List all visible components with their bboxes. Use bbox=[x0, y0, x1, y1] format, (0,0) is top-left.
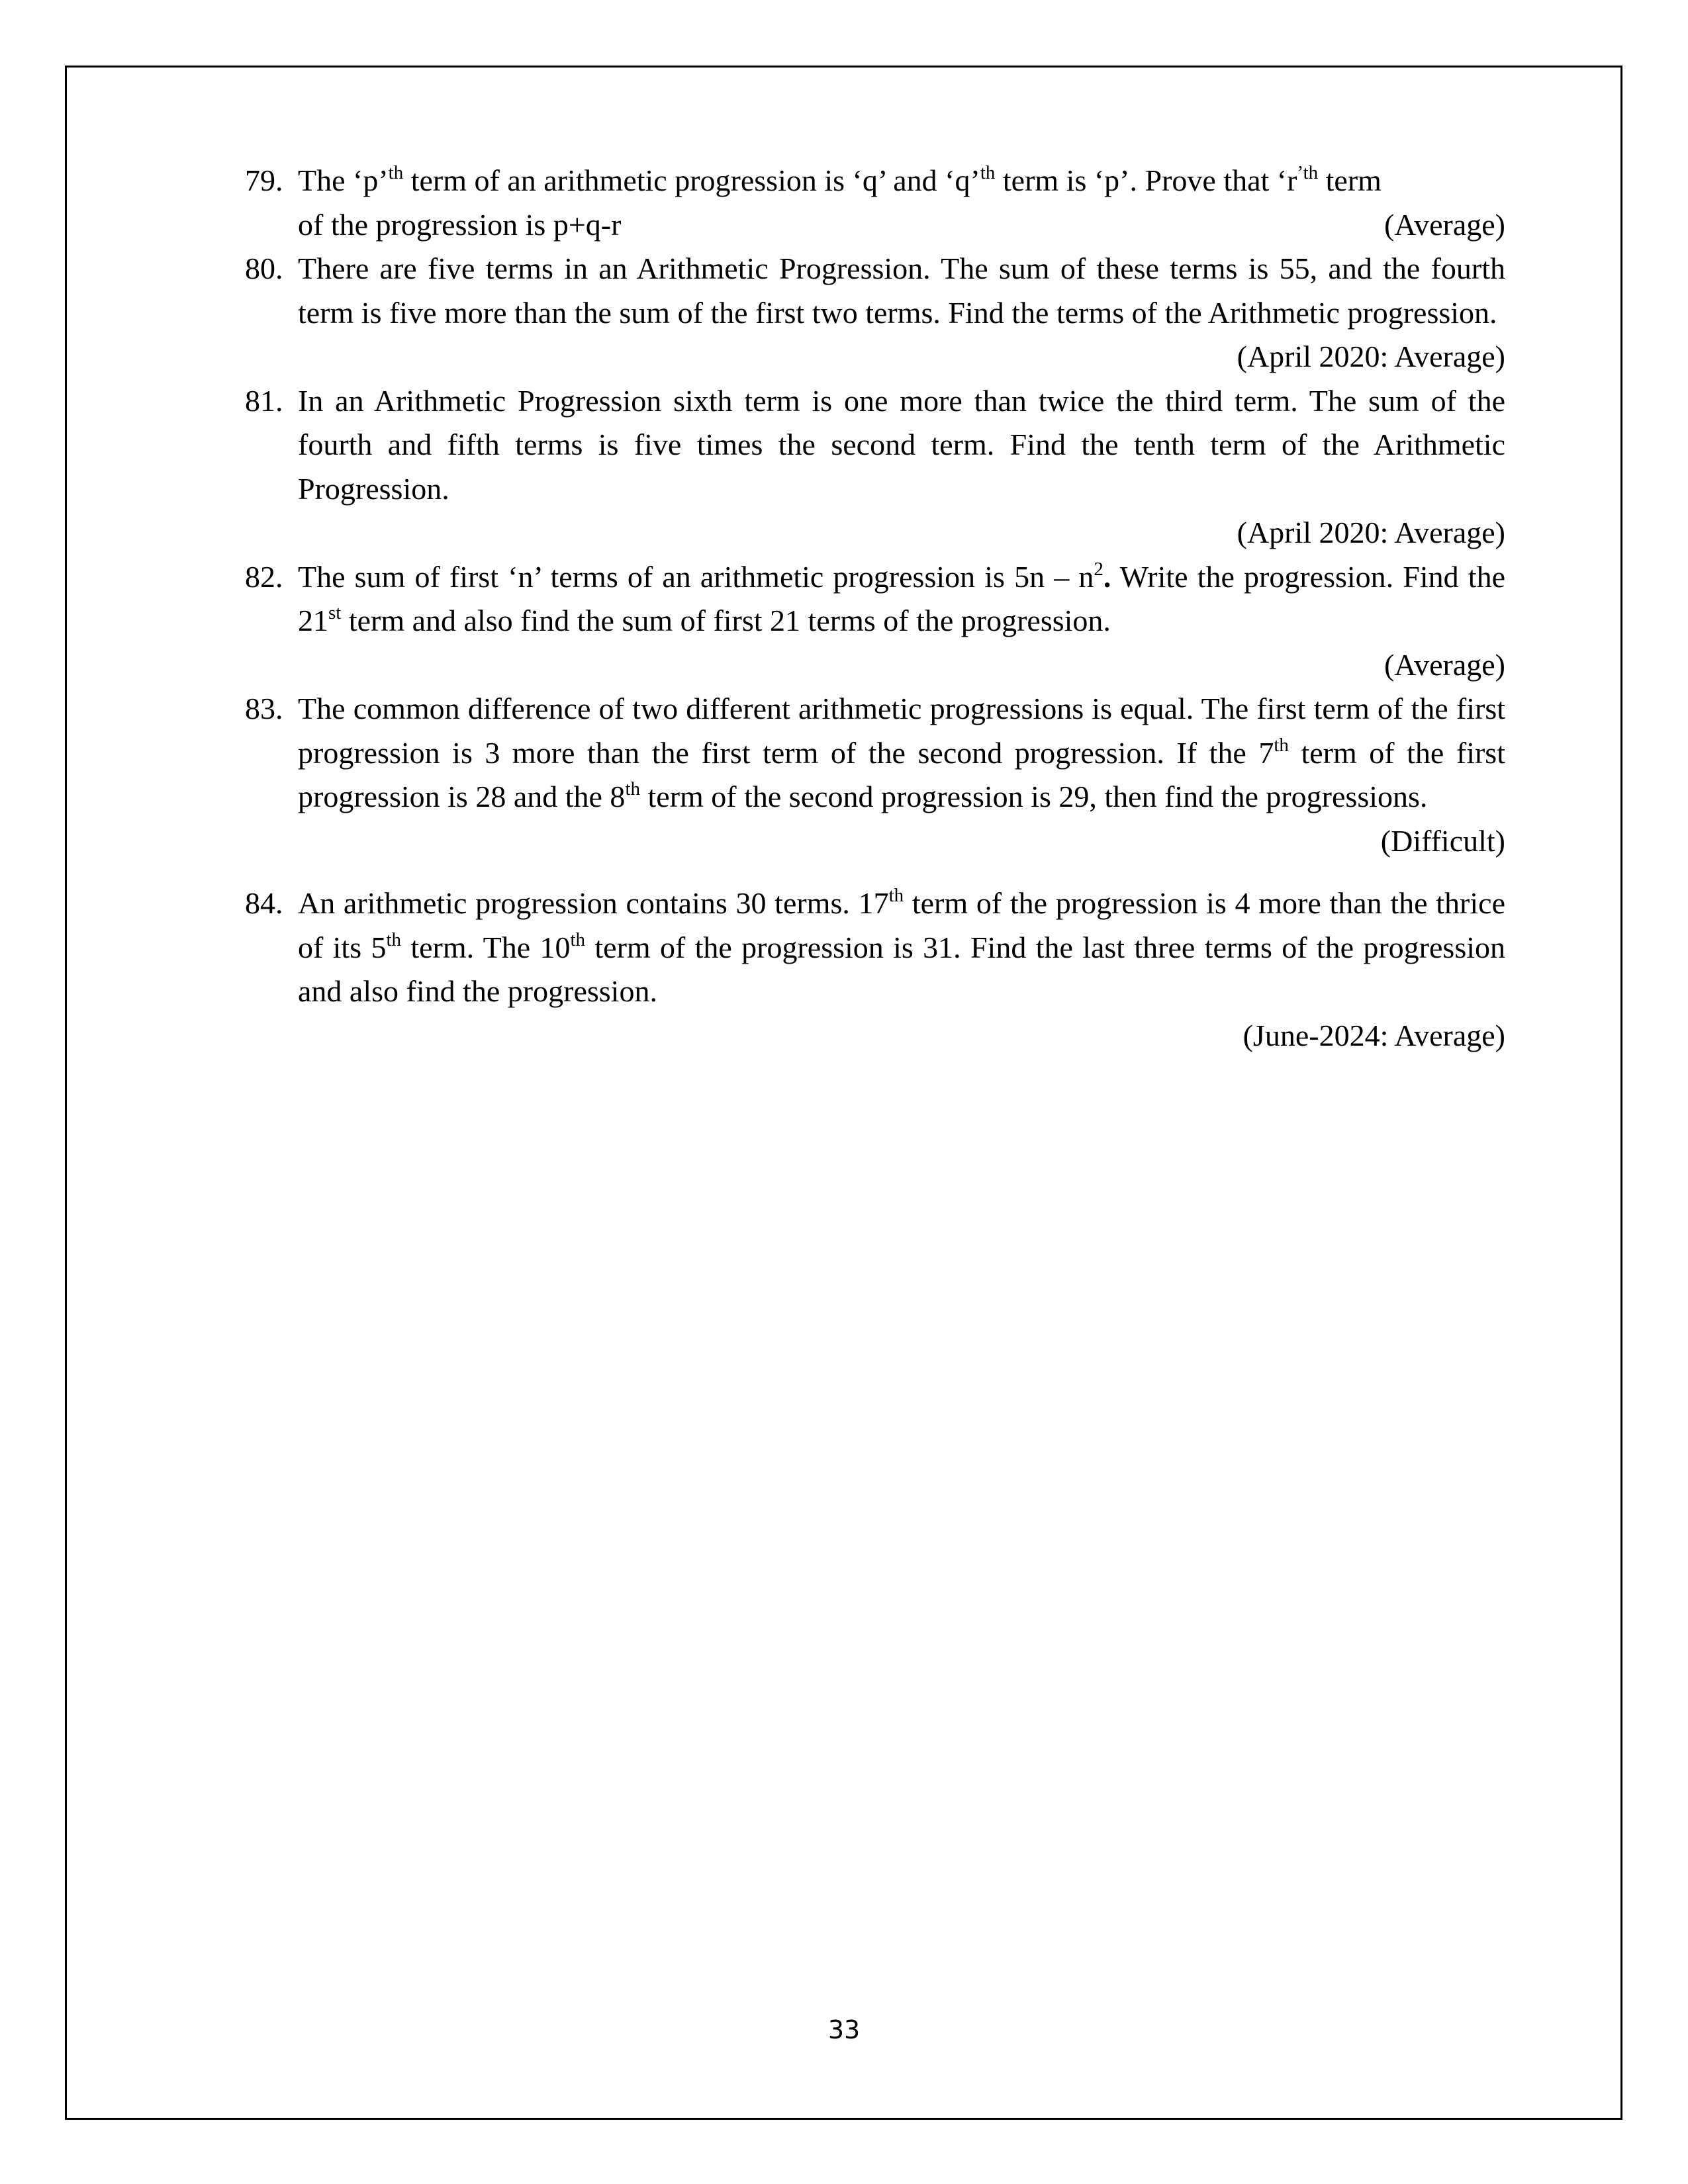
difficulty-tag: (Average) bbox=[1383, 647, 1505, 682]
question-text: There are five terms in an Arithmetic Progression. The sum of these terms is 55, and the fourth term is five more than the sum of the first two terms. Find the terms of the Arithmetic progression. (April 2020: Average) bbox=[298, 247, 1505, 335]
question-number: 83. bbox=[245, 692, 283, 725]
page-number: 33 bbox=[827, 2015, 861, 2044]
question-83 bbox=[245, 687, 1505, 863]
question-79 bbox=[245, 159, 1505, 247]
difficulty-tag: (Difficult) bbox=[1380, 823, 1505, 858]
question-number: 84. bbox=[245, 886, 283, 920]
question-81 bbox=[245, 379, 1505, 555]
question-number: 82. bbox=[245, 559, 283, 594]
question-text: The sum of first ‘n’ terms of an arithmetic progression is $5n - n^2$. Write the progression. Find the 21st term and also find the sum of first 21 terms of the progression. bbox=[298, 558, 1506, 637]
question-text: In an Arithmetic Progression sixth term is one more than twice the third term. The sum of the fourth and fifth terms is five times the second term. Find the tenth term of the Arithmetic Progression. bbox=[298, 383, 1505, 506]
question-80 bbox=[245, 247, 1505, 379]
difficulty-tag: (April 2020: Average) bbox=[1237, 340, 1505, 373]
difficulty-tag: (June-2024: Average) bbox=[1243, 1018, 1505, 1052]
spacer bbox=[245, 863, 1505, 882]
difficulty-tag: (April 2020: Average) bbox=[1237, 516, 1505, 549]
question-text: The common difference of two different arithmetic progressions is equal. The first term of the first progression is 3 more than the first term of the second progression. If the 7th term of the first progression is 28 and the 8th term of the second progression is 29, then find the progressions. bbox=[298, 692, 1505, 813]
question-82 bbox=[245, 555, 1505, 688]
question-text: The ‘p’$^{th}$ term of an arithmetic progression is ‘q’ and ‘q’$^{th}$ term is ‘p’. Prove that ‘$r^{’th}$ term bbox=[298, 162, 1382, 197]
question-number: 79. bbox=[245, 163, 283, 197]
question-84 bbox=[245, 882, 1505, 1058]
question-text-line2: of the progression is p+q-r bbox=[298, 207, 622, 242]
question-text: An arithmetic progression contains 30 terms. 17th term of the progression is 4 more than the thrice of its 5th term. The 10th term of the progression is 31. Find the last three terms of the progression and also find the progression. bbox=[298, 885, 1506, 1008]
question-number: 81. bbox=[245, 383, 283, 418]
question-list bbox=[245, 159, 1505, 1058]
difficulty-tag: (Average) bbox=[1383, 207, 1505, 242]
question-number: 80. bbox=[245, 251, 283, 285]
